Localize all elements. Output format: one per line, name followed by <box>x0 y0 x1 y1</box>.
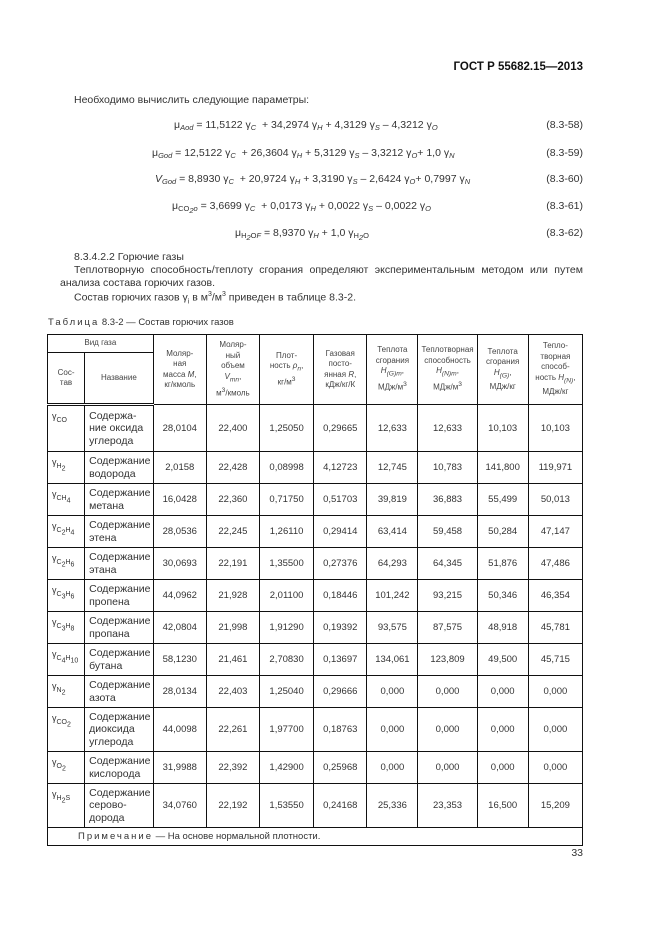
gas-constant: 0,29414 <box>314 516 367 548</box>
gas-symbol: $\gamma_{N_2}$ <box>48 676 85 708</box>
heat-combustion-mass: 0,000 <box>477 708 528 752</box>
calorific-mass: 45,781 <box>528 612 582 644</box>
density: 1,25040 <box>260 676 314 708</box>
heat-combustion-mass: 0,000 <box>477 676 528 708</box>
calorific-mass: 0,000 <box>528 752 582 784</box>
header-molar-mass: Моляр- ная масса M, кг/кмоль <box>153 335 206 405</box>
calorific-mass: 119,971 <box>528 452 582 484</box>
calorific-mass: 15,209 <box>528 784 582 828</box>
equation-number: (8.3-60) <box>546 173 583 185</box>
table-row <box>48 644 583 676</box>
molar-volume: 22,403 <box>206 676 259 708</box>
gas-constant: 0,27376 <box>314 548 367 580</box>
gas-symbol: $\gamma_{C_4H_{10}}$ <box>48 644 85 676</box>
density: 2,70830 <box>260 644 314 676</box>
calorific-vol: 23,353 <box>418 784 477 828</box>
table-note <box>48 828 583 846</box>
calorific-vol: 64,345 <box>418 548 477 580</box>
gas-name: Содержание бутана <box>85 644 154 676</box>
gas-symbol: $\gamma_{O_2}$ <box>48 752 85 784</box>
molar-mass: 58,1230 <box>153 644 206 676</box>
molar-volume: 22,428 <box>206 452 259 484</box>
equation-8-3-60: $V_{God} = 8,8930$ $\gamma_C + 20,9724$ $\gamma_H + 3,3190$ $\gamma_S - 2,6424$ $\gamma_O+ 0,7997$ $\gamma_N$ <box>155 173 471 186</box>
calorific-mass: 0,000 <box>528 676 582 708</box>
text: приведен в таблице 8.3-2. <box>225 291 357 304</box>
heat-combustion-vol: 63,414 <box>367 516 418 548</box>
molar-mass: 44,0098 <box>153 708 206 752</box>
intro-text: Необходимо вычислить следующие параметры: <box>74 94 310 106</box>
calorific-vol: 12,633 <box>418 405 477 452</box>
molar-mass: 31,9988 <box>153 752 206 784</box>
caption-label: Таблица <box>48 317 100 328</box>
density: 1,25050 <box>260 405 314 452</box>
gas-name: Содержание азота <box>85 676 154 708</box>
header-name: Название <box>85 353 154 405</box>
table-row <box>48 405 583 452</box>
heat-combustion-mass: 0,000 <box>477 752 528 784</box>
calorific-mass: 50,013 <box>528 484 582 516</box>
calorific-vol: 0,000 <box>418 752 477 784</box>
density: 1,42900 <box>260 752 314 784</box>
section-paragraph: Теплотворную способность/теплоту сгорания определяют экспериментальным методом или путем анализа состава горючих газов. <box>60 264 583 289</box>
header-heat-combustion-vol: Теплота сгорания $H_{(G)m}$, МДж/$м^3$ <box>367 335 418 405</box>
molar-volume: 22,245 <box>206 516 259 548</box>
heat-combustion-mass: 50,346 <box>477 580 528 612</box>
molar-volume: 22,191 <box>206 548 259 580</box>
gas-name: Содержание этена <box>85 516 154 548</box>
table-row <box>48 548 583 580</box>
heat-combustion-mass: 10,103 <box>477 405 528 452</box>
gas-name: Содержание пропена <box>85 580 154 612</box>
heat-combustion-vol: 12,633 <box>367 405 418 452</box>
calorific-vol: 10,783 <box>418 452 477 484</box>
table-row <box>48 612 583 644</box>
molar-volume: 22,400 <box>206 405 259 452</box>
heat-combustion-vol: 0,000 <box>367 676 418 708</box>
calorific-vol: 0,000 <box>418 708 477 752</box>
molar-mass: 28,0104 <box>153 405 206 452</box>
header-calorific-vol: Теплотворная способность $H_{(N)m}$, МДж/$м^3$ <box>418 335 477 405</box>
gas-symbol: $\gamma_{CO_2}$ <box>48 708 85 752</box>
heat-combustion-mass: 48,918 <box>477 612 528 644</box>
text: в м <box>189 291 208 304</box>
heat-combustion-mass: 16,500 <box>477 784 528 828</box>
header-molar-volume: Моляр- ный объем $V_{mn}$, $м^3$/кмоль <box>206 335 259 405</box>
gas-name: Содержание серово-дорода <box>85 784 154 828</box>
molar-mass: 28,0536 <box>153 516 206 548</box>
table-row <box>48 708 583 752</box>
equation-8-3-58: $\mu_{Aod} = 11,5122$ $\gamma_C + 34,2974$ $\gamma_H + 4,3129$ $\gamma_S - 4,3212$ $\gamma_O$ <box>174 119 438 132</box>
density: 1,91290 <box>260 612 314 644</box>
gas-symbol: $\gamma_{C_2H_4}$ <box>48 516 85 548</box>
gas-symbol: $\gamma_{H_2}$ <box>48 452 85 484</box>
page-number: 33 <box>571 847 583 859</box>
calorific-vol: 0,000 <box>418 676 477 708</box>
table-row <box>48 580 583 612</box>
gas-constant: 0,25968 <box>314 752 367 784</box>
header-gas-type: Вид газа <box>48 335 154 353</box>
molar-volume: 21,461 <box>206 644 259 676</box>
gas-constant: 0,51703 <box>314 484 367 516</box>
table-row <box>48 784 583 828</box>
gas-composition-table <box>47 334 583 846</box>
density: 1,35500 <box>260 548 314 580</box>
gas-name: Содержание водорода <box>85 452 154 484</box>
note-label: Примечание <box>78 831 153 842</box>
molar-mass: 30,0693 <box>153 548 206 580</box>
header-composition: Сос- тав <box>48 353 85 405</box>
molar-mass: 34,0760 <box>153 784 206 828</box>
molar-mass: 44,0962 <box>153 580 206 612</box>
page-header: ГОСТ Р 55682.15—2013 <box>453 61 583 73</box>
equation-number: (8.3-59) <box>546 147 583 159</box>
heat-combustion-vol: 0,000 <box>367 708 418 752</box>
gas-constant: 0,18763 <box>314 708 367 752</box>
table-row <box>48 752 583 784</box>
molar-volume: 21,998 <box>206 612 259 644</box>
heat-combustion-vol: 0,000 <box>367 752 418 784</box>
gas-constant: 0,19392 <box>314 612 367 644</box>
table-row <box>48 516 583 548</box>
heat-combustion-mass: 50,284 <box>477 516 528 548</box>
gas-symbol: $\gamma_{H_2S}$ <box>48 784 85 828</box>
section-title: 8.3.4.2.2 Горючие газы <box>74 251 184 263</box>
gas-constant: 0,29666 <box>314 676 367 708</box>
molar-volume: 22,261 <box>206 708 259 752</box>
gas-name: Содержание кислорода <box>85 752 154 784</box>
molar-mass: 28,0134 <box>153 676 206 708</box>
gas-constant: 0,24168 <box>314 784 367 828</box>
molar-volume: 22,392 <box>206 752 259 784</box>
heat-combustion-vol: 134,061 <box>367 644 418 676</box>
table-row <box>48 484 583 516</box>
heat-combustion-mass: 51,876 <box>477 548 528 580</box>
section-paragraph-table-ref: Состав горючих газов $\gamma_i$ в $м^3/м^3$ приведен в таблице 8.3-2. <box>74 291 357 306</box>
gas-constant: 0,13697 <box>314 644 367 676</box>
equation-8-3-62: $\mu_{H_2OF} = 8,9370$ $\gamma_H + 1,0$ $\gamma_{H_2O}$ <box>235 227 369 242</box>
gas-symbol: $\gamma_{C_3H_8}$ <box>48 612 85 644</box>
heat-combustion-mass: 55,499 <box>477 484 528 516</box>
heat-combustion-mass: 49,500 <box>477 644 528 676</box>
equation-8-3-59: $\mu_{God} = 12,5122$ $\gamma_C + 26,3604$ $\gamma_H + 5,3129$ $\gamma_S - 3,3212$ $\gamma_O+ 1,0$ $\gamma_N$ <box>152 147 455 160</box>
heat-combustion-vol: 25,336 <box>367 784 418 828</box>
gas-symbol: $\gamma_{CO}$ <box>48 405 85 452</box>
header-gas-constant: Газовая посто- янная R, кДж/кг/К <box>314 335 367 405</box>
heat-combustion-vol: 101,242 <box>367 580 418 612</box>
table-caption <box>48 317 234 328</box>
gas-constant: 4,12723 <box>314 452 367 484</box>
gas-name: Содержа-ние оксида углерода <box>85 405 154 452</box>
density: 1,97700 <box>260 708 314 752</box>
calorific-vol: 59,458 <box>418 516 477 548</box>
table-note-row <box>48 828 583 846</box>
calorific-vol: 36,883 <box>418 484 477 516</box>
equation-8-3-61: $\mu_{CO_2o} = 3,6699$ $\gamma_C + 0,0173$ $\gamma_H + 0,0022$ $\gamma_S - 0,0022$ $\gamma_O$ <box>172 200 431 215</box>
table-row <box>48 676 583 708</box>
gas-name: Содержание этана <box>85 548 154 580</box>
gas-symbol: $\gamma_{CH_4}$ <box>48 484 85 516</box>
gas-symbol: $\gamma_{C_3H_6}$ <box>48 580 85 612</box>
heat-combustion-vol: 64,293 <box>367 548 418 580</box>
gas-constant: 0,29665 <box>314 405 367 452</box>
calorific-mass: 47,486 <box>528 548 582 580</box>
header-calorific-mass: Тепло- творная способ- ность $H_{(N)}$, МДж/кг <box>528 335 582 405</box>
calorific-vol: 87,575 <box>418 612 477 644</box>
molar-volume: 21,928 <box>206 580 259 612</box>
calorific-mass: 0,000 <box>528 708 582 752</box>
calorific-mass: 46,354 <box>528 580 582 612</box>
density: 1,26110 <box>260 516 314 548</box>
calorific-mass: 45,715 <box>528 644 582 676</box>
gas-constant: 0,18446 <box>314 580 367 612</box>
molar-volume: 22,360 <box>206 484 259 516</box>
calorific-mass: 10,103 <box>528 405 582 452</box>
heat-combustion-mass: 141,800 <box>477 452 528 484</box>
equation-number: (8.3-58) <box>546 119 583 131</box>
heat-combustion-vol: 12,745 <box>367 452 418 484</box>
calorific-vol: 123,809 <box>418 644 477 676</box>
gas-name: Содержание пропана <box>85 612 154 644</box>
subscript: i <box>187 298 190 306</box>
gas-symbol: $\gamma_{C_2H_6}$ <box>48 548 85 580</box>
table-row <box>48 452 583 484</box>
gas-name: Содержание метана <box>85 484 154 516</box>
heat-combustion-vol: 39,819 <box>367 484 418 516</box>
gas-name: Содержание диоксида углерода <box>85 708 154 752</box>
density: 0,71750 <box>260 484 314 516</box>
heat-combustion-vol: 93,575 <box>367 612 418 644</box>
calorific-vol: 93,215 <box>418 580 477 612</box>
calorific-mass: 47,147 <box>528 516 582 548</box>
caption-text: 8.3-2 — Состав горючих газов <box>99 317 234 328</box>
equation-number: (8.3-61) <box>546 200 583 212</box>
note-text: — На основе нормальной плотности. <box>153 831 321 842</box>
molar-mass: 2,0158 <box>153 452 206 484</box>
equation-number: (8.3-62) <box>546 227 583 239</box>
header-density: Плот- ность $\rho_n$, $кг/м^3$ <box>260 335 314 405</box>
density: 1,53550 <box>260 784 314 828</box>
molar-mass: 42,0804 <box>153 612 206 644</box>
density: 2,01100 <box>260 580 314 612</box>
molar-mass: 16,0428 <box>153 484 206 516</box>
molar-volume: 22,192 <box>206 784 259 828</box>
text: Состав горючих газов γ <box>74 291 188 304</box>
density: 0,08998 <box>260 452 314 484</box>
header-heat-combustion-mass: Теплота сгорания $H_{(G)}$, МДж/кг <box>477 335 528 405</box>
